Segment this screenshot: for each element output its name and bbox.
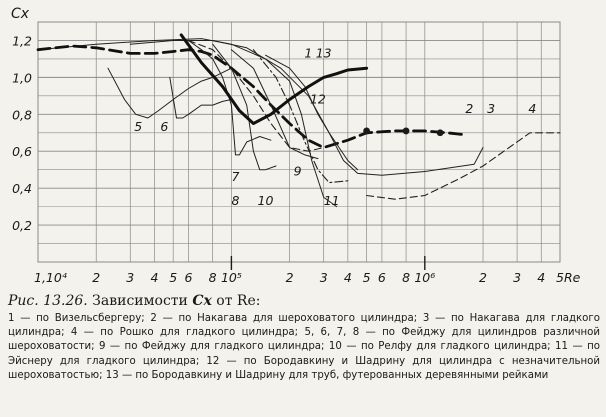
x-tick-label: 2 <box>92 270 101 285</box>
x-tick-label: 5 <box>362 270 371 285</box>
x-tick-label: 4 <box>150 270 159 285</box>
curve-label: 11 <box>323 193 340 209</box>
x-tick-label: 3 <box>126 270 135 285</box>
figure-number: Рис. 13.26. <box>8 293 88 309</box>
plot-frame <box>38 22 560 262</box>
x-tick-label: 5 <box>169 270 178 285</box>
curve-label: 4 <box>528 100 537 116</box>
curve-label: 1 <box>304 45 313 61</box>
x-tick-label: 5 <box>556 270 564 285</box>
series-2-marker <box>403 128 410 135</box>
x-tick-label: 4 <box>537 270 546 285</box>
x-tick-label: 6 <box>184 270 193 285</box>
caption-title-post: от Re: <box>216 293 261 309</box>
x-tick-label: 2 <box>285 270 294 285</box>
x-tick-label: 3 <box>319 270 328 285</box>
y-tick-label: 0,8 <box>12 107 32 123</box>
curve-label: 9 <box>293 163 302 179</box>
curve-label: 5 <box>134 119 143 135</box>
curve-label: 13 <box>315 45 332 61</box>
y-tick-label: 0,2 <box>12 218 32 234</box>
series-6-line <box>170 77 232 118</box>
curve-label: 3 <box>487 100 496 116</box>
x-tick-label: 10⁵ <box>220 270 242 285</box>
x-tick-label: 2 <box>479 270 488 285</box>
x-tick-label: 4 <box>343 270 352 285</box>
x-tick-label: 3 <box>513 270 522 285</box>
curve-label: 2 <box>465 100 474 116</box>
figure-caption <box>8 292 600 414</box>
series-1-line <box>38 39 337 207</box>
x-tick-label: 10⁶ <box>414 270 436 285</box>
caption-legend-text: 1 — по Визельсбергеру; 2 — по Накагава для шероховатого цилиндра; 3 — по Накагава для гладкого цилиндра; 4 — по Рошко для гладкого цилиндра; 5, 6, 7, 8 — по Фейджу для цилиндров различной шероховатости; 9 — по Фейджу для гладкого цилиндра; 10 — по Релфу для гладкого цилиндра; 11 — по Эйснеру для гладкого цилиндра; 12 — по Бородавкину и Шадрину для цилиндра с незначительной шероховатостью; 13 — по Бородавкину и Шадрину для труб, футерованных деревянными рейками <box>8 313 600 381</box>
x-tick-label: 8 <box>402 270 411 285</box>
curve-label: 8 <box>231 193 240 209</box>
y-tick-label: 0,4 <box>12 181 32 197</box>
caption-title-pre: Зависимости <box>92 293 188 309</box>
curve-label: 12 <box>309 91 326 107</box>
x-axis-label: Re <box>564 270 581 285</box>
y-tick-label: 0,6 <box>12 144 32 160</box>
caption-cx: Cx <box>192 293 212 309</box>
x-tick-label: 8 <box>208 270 217 285</box>
series-2-marker <box>363 128 370 135</box>
y-tick-label: 1,0 <box>12 70 32 86</box>
y-axis-label: Cx <box>10 6 29 22</box>
x-tick-label: 1,10⁴ <box>34 270 67 285</box>
curve-label: 6 <box>160 119 169 135</box>
curve-label: 7 <box>231 169 240 185</box>
caption-title <box>8 292 600 310</box>
series-2-marker <box>437 129 444 136</box>
x-tick-label: 6 <box>377 270 386 285</box>
curve-label: 10 <box>257 193 274 209</box>
y-tick-label: 1,2 <box>12 33 32 49</box>
